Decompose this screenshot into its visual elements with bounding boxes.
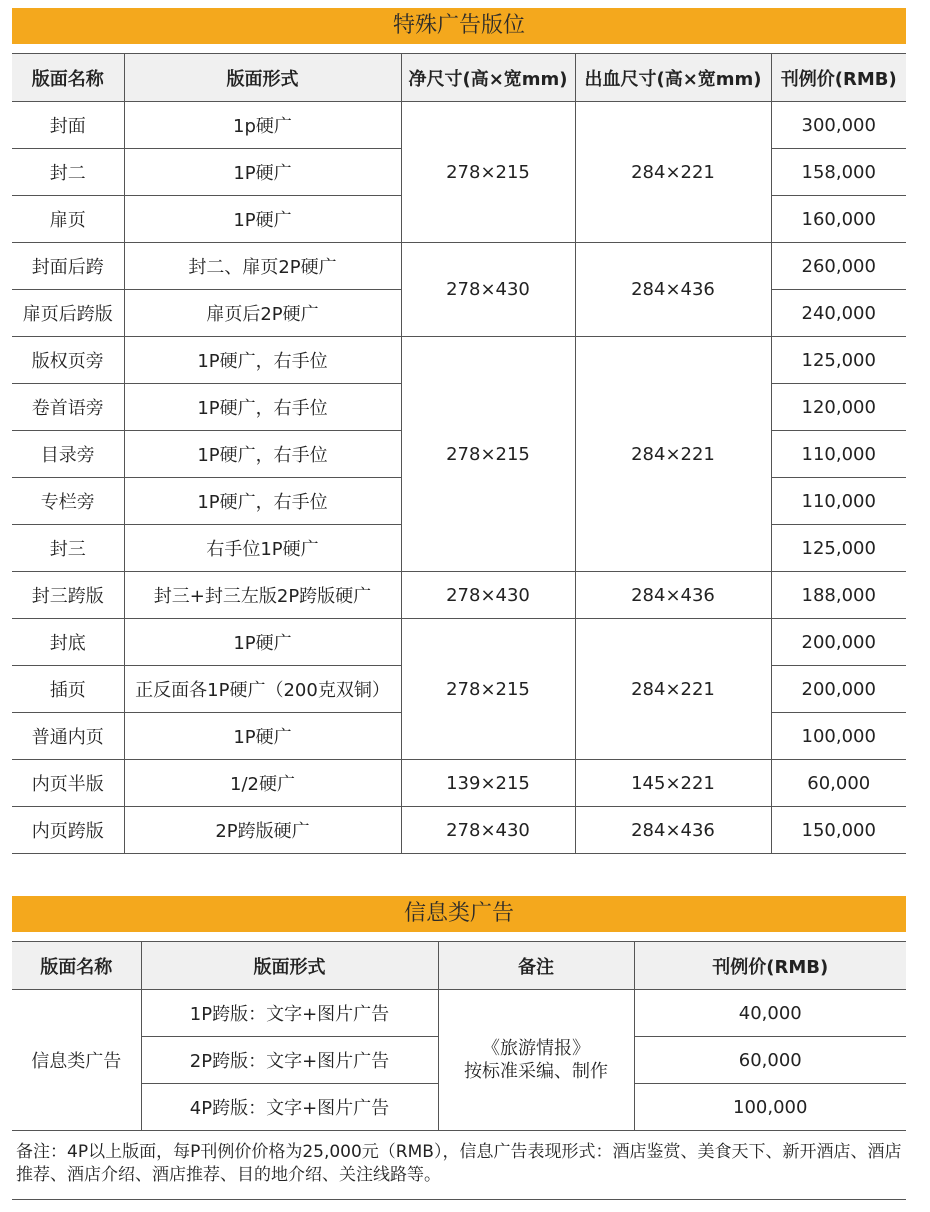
table-row: [12, 102, 906, 149]
row-form: 1P硬广: [124, 619, 401, 666]
row-price: 150,000: [771, 807, 906, 854]
row-price: 158,000: [771, 149, 906, 196]
row-form: 正反面各1P硬广（200克双铜）: [124, 666, 401, 713]
row-price: 200,000: [771, 619, 906, 666]
row-name: 专栏旁: [12, 478, 124, 525]
row-name: 内页跨版: [12, 807, 124, 854]
row-price: 240,000: [771, 290, 906, 337]
row-name: 插页: [12, 666, 124, 713]
row-price: 125,000: [771, 525, 906, 572]
remark-line-2: 按标准采编、制作: [464, 1061, 608, 1082]
row-price: 300,000: [771, 102, 906, 149]
table-header-row: [12, 54, 906, 102]
row-price: 260,000: [771, 243, 906, 290]
net-size: 139×215: [401, 760, 575, 807]
footnote: 备注：4P以上版面，每P刊例价价格为25,000元（RMB），信息广告表现形式：酒店鉴赏、美食天下、新开酒店、酒店推荐、酒店介绍、酒店推荐、目的地介绍、关注线路等。: [16, 1142, 902, 1185]
row-form: 封二、扉页2P硬广: [124, 243, 401, 290]
row-form: 1P硬广: [124, 196, 401, 243]
row-form: 1p硬广: [124, 102, 401, 149]
row-form: 2P跨版：文字+图片广告: [141, 1037, 438, 1084]
header-form: 版面形式: [141, 942, 438, 990]
row-name: 普通内页: [12, 713, 124, 760]
row-form: 1P硬广，右手位: [124, 478, 401, 525]
row-form: 1P硬广: [124, 713, 401, 760]
table-row: [12, 760, 906, 807]
row-form: 4P跨版：文字+图片广告: [141, 1084, 438, 1131]
bleed-size: 284×221: [575, 102, 771, 243]
row-form: 封三+封三左版2P跨版硬广: [124, 572, 401, 619]
row-price: 120,000: [771, 384, 906, 431]
net-size: 278×215: [401, 337, 575, 572]
row-name: 封底: [12, 619, 124, 666]
table-row: [12, 807, 906, 854]
row-name: 封二: [12, 149, 124, 196]
bleed-size: 145×221: [575, 760, 771, 807]
row-name: 封三: [12, 525, 124, 572]
net-size: 278×430: [401, 572, 575, 619]
row-name: 扉页后跨版: [12, 290, 124, 337]
info-remark: [438, 990, 634, 1131]
row-price: 60,000: [771, 760, 906, 807]
row-price: 160,000: [771, 196, 906, 243]
row-name: 封面后跨: [12, 243, 124, 290]
bleed-size: 284×221: [575, 337, 771, 572]
header-price: 刊例价(RMB): [634, 942, 906, 990]
row-form: 1P硬广，右手位: [124, 431, 401, 478]
info-ads-table: [12, 941, 906, 1131]
bleed-size: 284×221: [575, 619, 771, 760]
row-price: 60,000: [634, 1037, 906, 1084]
header-name: 版面名称: [12, 54, 124, 102]
table-row: [12, 572, 906, 619]
row-price: 100,000: [634, 1084, 906, 1131]
row-name: 封面: [12, 102, 124, 149]
special-ads-title: 特殊广告版位: [12, 8, 906, 44]
bottom-divider: [12, 1199, 906, 1200]
row-price: 100,000: [771, 713, 906, 760]
net-size: 278×430: [401, 243, 575, 337]
row-price: 125,000: [771, 337, 906, 384]
row-price: 200,000: [771, 666, 906, 713]
info-name: 信息类广告: [12, 990, 141, 1131]
table-header-row: [12, 942, 906, 990]
special-ads-table: [12, 53, 906, 854]
header-name: 版面名称: [12, 942, 141, 990]
bleed-size: 284×436: [575, 572, 771, 619]
table-row: [12, 990, 906, 1037]
row-price: 110,000: [771, 431, 906, 478]
info-ads-title: 信息类广告: [12, 896, 906, 932]
remark-line-1: 《旅游情报》: [482, 1038, 590, 1059]
row-form: 1P跨版：文字+图片广告: [141, 990, 438, 1037]
row-name: 封三跨版: [12, 572, 124, 619]
net-size: 278×430: [401, 807, 575, 854]
row-name: 目录旁: [12, 431, 124, 478]
header-net-size: 净尺寸(高×宽mm): [401, 54, 575, 102]
row-form: 右手位1P硬广: [124, 525, 401, 572]
header-price: 刊例价(RMB): [771, 54, 906, 102]
table-row: [12, 619, 906, 666]
row-form: 1P硬广，右手位: [124, 384, 401, 431]
header-form: 版面形式: [124, 54, 401, 102]
row-name: 扉页: [12, 196, 124, 243]
row-form: 1/2硬广: [124, 760, 401, 807]
bleed-size: 284×436: [575, 243, 771, 337]
row-name: 版权页旁: [12, 337, 124, 384]
row-price: 40,000: [634, 990, 906, 1037]
row-name: 内页半版: [12, 760, 124, 807]
header-bleed-size: 出血尺寸(高×宽mm): [575, 54, 771, 102]
header-remark: 备注: [438, 942, 634, 990]
table-row: [12, 337, 906, 384]
table-row: [12, 243, 906, 290]
net-size: 278×215: [401, 102, 575, 243]
row-form: 1P硬广: [124, 149, 401, 196]
row-form: 2P跨版硬广: [124, 807, 401, 854]
row-form: 1P硬广，右手位: [124, 337, 401, 384]
bleed-size: 284×436: [575, 807, 771, 854]
row-form: 扉页后2P硬广: [124, 290, 401, 337]
row-price: 110,000: [771, 478, 906, 525]
row-price: 188,000: [771, 572, 906, 619]
row-name: 卷首语旁: [12, 384, 124, 431]
net-size: 278×215: [401, 619, 575, 760]
